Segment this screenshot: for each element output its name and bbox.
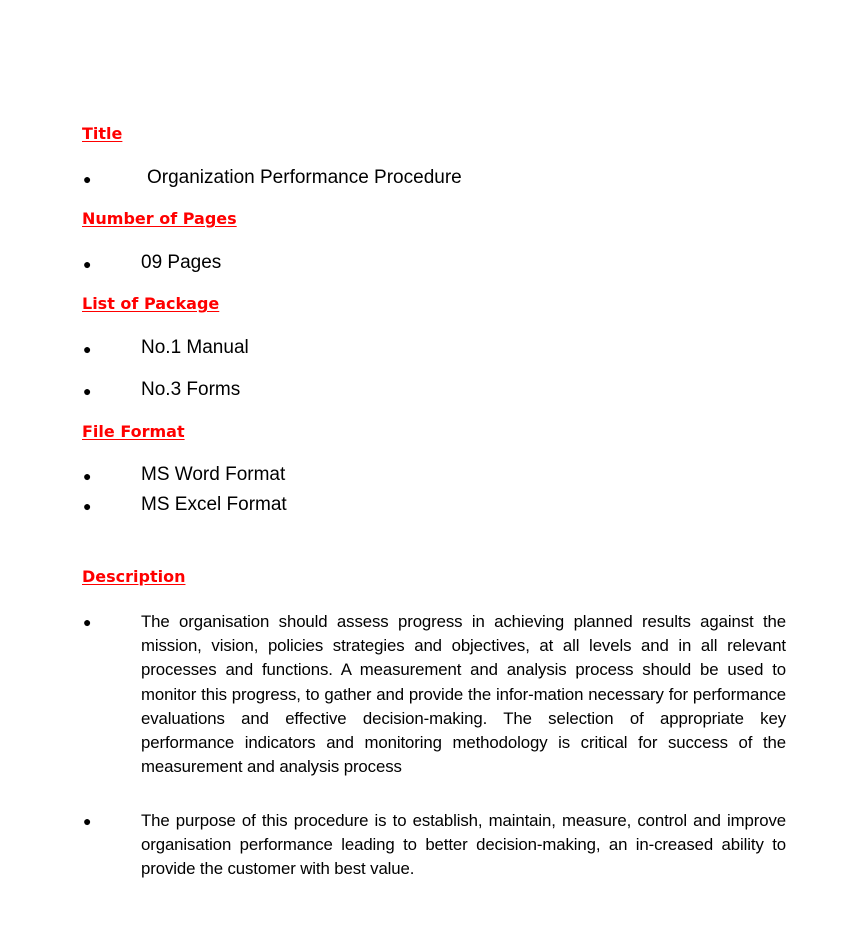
section-heading-number-of-pages: Number of Pages <box>82 209 237 228</box>
list-item-title: Organization Performance Procedure <box>147 167 462 188</box>
section-heading-list-of-package: List of Package <box>82 294 220 313</box>
list-item-package-forms: No.3 Forms <box>141 379 241 400</box>
list-item-pages: 09 Pages <box>141 252 222 273</box>
description-paragraph-1: The organisation should assess progress in achieving planned results against the mission, vision, policies strategies and objectives, at all levels and in all relevant processes and functions. A measurement and analysis process should be used to monitor this progress, to gather and provide the infor-mation necessary for performance evaluations and effective decision-making. The selection of appropriate key performance indicators and monitoring methodology is critical for success of the measurement and analysis process <box>141 612 786 777</box>
bullet-icon: ● <box>83 468 92 484</box>
bullet-icon: ● <box>83 256 92 272</box>
bullet-icon: ● <box>83 614 92 630</box>
section-heading-title: Title <box>82 124 123 143</box>
section-heading-file-format: File Format <box>82 422 185 441</box>
list-item-package-manual: No.1 Manual <box>141 337 249 358</box>
section-heading-description: Description <box>82 567 186 586</box>
bullet-icon: ● <box>83 341 92 357</box>
bullet-icon: ● <box>83 383 92 399</box>
description-paragraph-2: The purpose of this procedure is to establish, maintain, measure, control and improve organisation performance leading to better decision-making, an in-creased ability to provide the customer with best value. <box>141 811 786 879</box>
list-item-format-excel: MS Excel Format <box>141 494 287 515</box>
list-item-format-word: MS Word Format <box>141 464 286 485</box>
bullet-icon: ● <box>83 171 92 187</box>
bullet-icon: ● <box>83 498 92 514</box>
bullet-icon: ● <box>83 813 92 829</box>
